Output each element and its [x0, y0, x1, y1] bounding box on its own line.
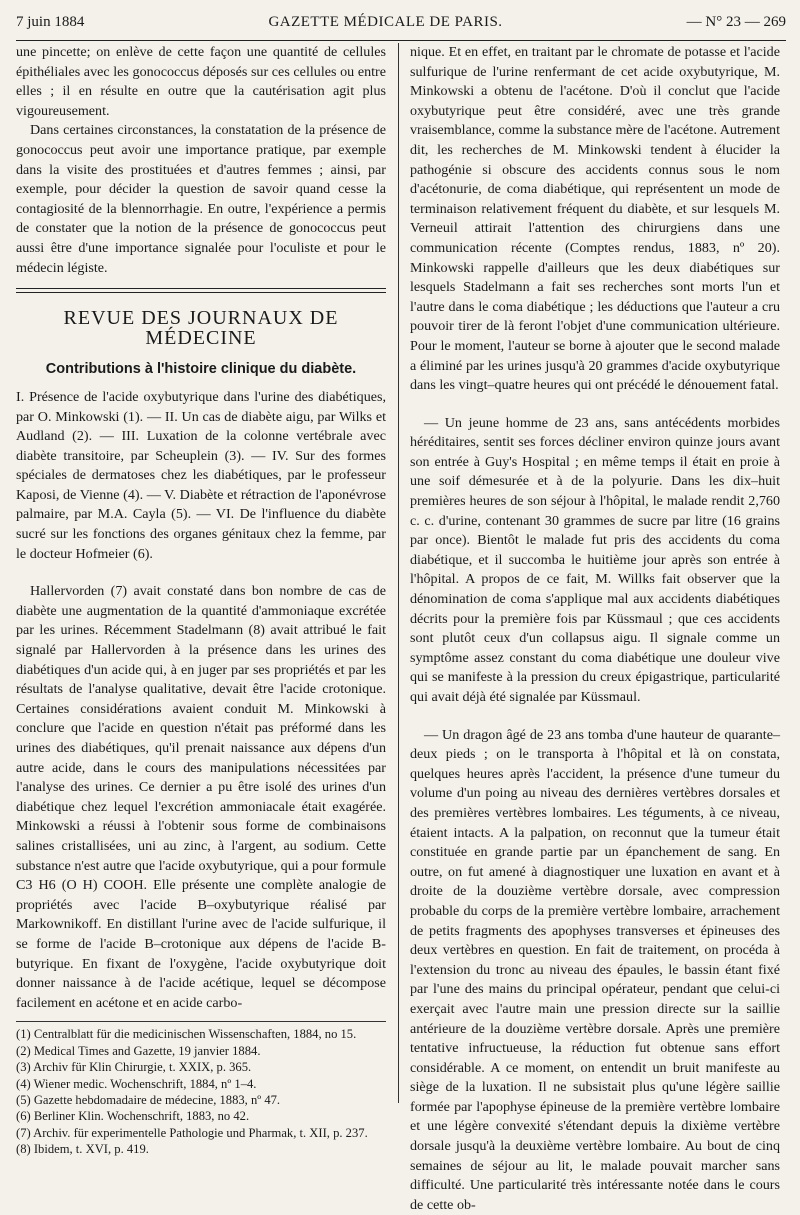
- footnote: (7) Archiv. für experimentelle Pathologie und Pharmak, t. XII, p. 237.: [16, 1125, 368, 1140]
- right-paragraph-3: — Un dragon âgé de 23 ans tomba d'une hauteur de quarante–deux pieds ; on le transporta à l'hôpital et là on constata, quelques heures après l'accident, la présence d'une tumeur du volume d'un poing au niveau des dernières vertèbres dorsales et des premières vertèbres lombaires. Les téguments, à ce niveau, étaient intacts. A la palpation, on reconnut que la tumeur était constituée en grande partie par un épanchement de sang. En outre, on fut amené à diagnostiquer une luxation en avant et à droite de la douzième vertèbre dorsale, avec compression probable du corps de la première vertèbre lombaire, arrachement de petits fragments des apophyses transverses et épineuses des deux vertèbres en question. En fait de traitement, on procéda à l'extension du tronc au niveau des épaules, le bassin étant fixé par l'une des mains du principal opérateur, pendant que celui-ci exerçait avec l'autre main une pression directe sur la saillie antérieure de la douzième vertèbre dorsale. Après une première tentative infructueuse, la réduction fut obtenue sans effort considérable. A ce moment, on entendit un bruit manifeste au siège de la luxation. Il ne subsistait plus qu'une légère saillie formée par l'apophyse épineuse de la première vertèbre lombaire et une légère convexité s'étendant depuis la dixième vertèbre dorsale jusqu'à la deuxième vertèbre lombaire. Au bout de cinq semaines de séjour au lit, le malade pouvait marcher sans difficulté. Une particularité très intéressante notée dans le cours de cette ob-: [410, 726, 780, 1213]
- column-divider: [398, 43, 399, 1103]
- journal-title: GAZETTE MÉDICALE DE PARIS.: [268, 14, 503, 30]
- article-subtitle: Contributions à l'histoire clinique du diabète.: [45, 361, 357, 378]
- footnote: (2) Medical Times and Gazette, 19 janvier 1884.: [16, 1043, 261, 1058]
- right-paragraph-2: — Un jeune homme de 23 ans, sans antécédents morbides héréditaires, sentit ses forces décliner environ quinze jours avant son entrée à Guy's Hospital ; en même temps il était en proie à une soif démesurée et à de la polyurie. Dans les dix–huit premières heures de son séjour à l'hôpital, le malade rendit 2,760 c. c. d'urine, contenant 30 grammes de sucre par litre (16 grains par once). Bientôt le malade fut pris des accidents du coma diabétique, et il succomba le huitième jour après son entrée à l'hôpital. A propos de ce fait, M. Willks fait observer que la dénomination de coma s'applique mal aux accidents diabétiques décrits pour la première fois par Küssmaul ; que ces accidents sont plutôt ceux d'un collapsus aigu. Il signale comme un symptôme assez constant du coma diabétique une douleur vive qui se manifeste à la pression du creux épigastrique, particularité qui avait déjà été signalée par Küssmaul.: [410, 414, 780, 705]
- spacer: [410, 708, 780, 726]
- footnote: (8) Ibidem, t. XVI, p. 419.: [16, 1142, 149, 1157]
- left-paragraph-3: Hallervorden (7) avait constaté dans bon nombre de cas de diabète une augmentation de la quantité d'ammoniaque excrétée par les urines. Récemment Stadelmann (8) avait attribué le fait signalé par Hallervorden à la présence dans les urines des diabétiques d'un acide qui, à en juger par ses propriétés et par les résultats de l'analyse qualitative, devait être l'acide crotonique. Certaines considérations avaient conduit M. Minkowski à conclure que l'acide en question n'était pas préformé dans les urines des diabétiques, qu'il prenait naissance aux dépens d'un autre acide, dans le cours des manipulations nécessitées par l'analyse des urines. Ce dernier a pu être isolé des urines d'un diabétique chez lequel l'excrétion ammoniacale était exagérée. Minkowski a réussi à l'obtenir sous forme de combinaisons salines cristallisées, uni au zinc, à l'argent, au sodium. Cette substance n'est autre que l'acide oxybutyrique, qui a pour formule C3 H6 (O H) COOH. Elle présente une complète analogie de propriétés avec l'acide B–oxybutyrique réalisé par Markownikoff. En distillant l'urine avec de l'acide sulfurique, il se forme de l'acide B–crotonique aux dépens de l'acide B-butyrique. En fixant de l'oxygène, l'acide oxybutyrique doit donner naissance à de l'acide acétique, lequel se décompose facilement en acétone et en acide carbo-: [16, 583, 386, 1011]
- page-number: 269: [763, 14, 786, 30]
- header-rule: [16, 40, 786, 41]
- footnote: (6) Berliner Klin. Wochenschrift, 1883, no 42.: [16, 1109, 250, 1124]
- left-paragraph-2: Dans certaines circonstances, la constatation de la présence de gonococcus peut avoir une importance pratique, par exemple dans la visite des prostituées et d'autres femmes ; ainsi, par exemple, pour décider la question de savoir quand cesse la contagiosité de la blennorrhagie. En outre, l'expérience a permis de constater que la notion de la présence de gonococcus peut aussi être d'une importance signalée pour l'oculiste et pour le médecin légiste.: [16, 122, 386, 276]
- page-header: [16, 14, 786, 36]
- footnote-rule: [16, 1021, 386, 1022]
- header-date: 7 juin 1884: [16, 14, 85, 30]
- article-contents: I. Présence de l'acide oxybutyrique dans l'urine des diabétiques, par O. Minkowski (1). — II. Un cas de diabète aigu, par Wilks et Audland (2). — III. Luxation de la colonne vertébrale avec diabète transitoire, par Scheuplein (3). — IV. Sur des formes spéciales de dermatoses chez les diabétiques, par le professeur Kaposi, de Vienne (4). — V. Diabète et rétraction de l'aponévrose palmaire, par M.A. Cayla (5). — VI. De l'influence du diabète sucré sur les fonctions des organes génitaux chez la femme, par le docteur Hofmeier (6).: [16, 388, 386, 562]
- left-column: [16, 43, 386, 1215]
- footnote: (3) Archiv für Klin Chirurgie, t. XXIX, p. 365.: [16, 1060, 252, 1075]
- right-column: [410, 43, 780, 1215]
- issue-number: — N° 23 —: [686, 14, 760, 30]
- spacer: [16, 564, 386, 582]
- footnote: (1) Centralblatt für die medicinischen Wissenschaften, 1884, no 15.: [16, 1027, 357, 1042]
- section-divider: [16, 288, 386, 293]
- issue-page: [687, 14, 786, 31]
- right-paragraph-1: nique. Et en effet, en traitant par le chromate de potasse et l'acide sulfurique de l'urine renfermant de cet acide oxybutyrique, M. Minkowski a obtenu de l'acétone. D'où il conclut que l'acide oxybutyrique peut être considéré, avec une très grande vraisemblance, comme la substance mère de l'acétone. Autrement dit, les recherches de M. Minkowski tendent à élucider la pathogénie si obscure des accidents connus sous le nom d'acétonurie, de coma diabétique, qui représentent un mode de terminaison relativement fréquent du diabète, et sur lesquels M. Verneuil attirait l'attention des chirurgiens dans une communication récente (Comptes rendus, 1883, nº 20). Minkowski rappelle d'ailleurs que les deux diabétiques sur lesquels Stadelmann a fait ses recherches sont morts l'un et l'autre dans le coma diabétique ; les déductions que l'auteur a cru pouvoir tirer de là feront l'objet d'une communication ultérieure. Pour le moment, l'auteur se borne à ajouter que le second malade a éliminé par les urines jusqu'à 20 grammes d'acide oxybutyrique dans les vingt–quatre heures qui ont précédé le dénouement fatal.: [410, 44, 780, 394]
- footnote: (4) Wiener medic. Wochenschrift, 1884, nº 1–4.: [16, 1076, 257, 1091]
- footnotes: [16, 1026, 386, 1157]
- section-title: REVUE DES JOURNAUX DE MÉDECINE: [63, 307, 339, 349]
- left-paragraph-1: une pincette; on enlève de cette façon une quantité de cellules épithéliales avec les gonococcus déposés sur ces cellules ou entre elles ; il en résulte en outre que la cautérisation agit plus vigoureusement.: [16, 44, 386, 119]
- spacer: [410, 396, 780, 414]
- columns: [16, 43, 786, 1215]
- footnote: (5) Gazette hebdomadaire de médecine, 1883, nº 47.: [16, 1092, 281, 1107]
